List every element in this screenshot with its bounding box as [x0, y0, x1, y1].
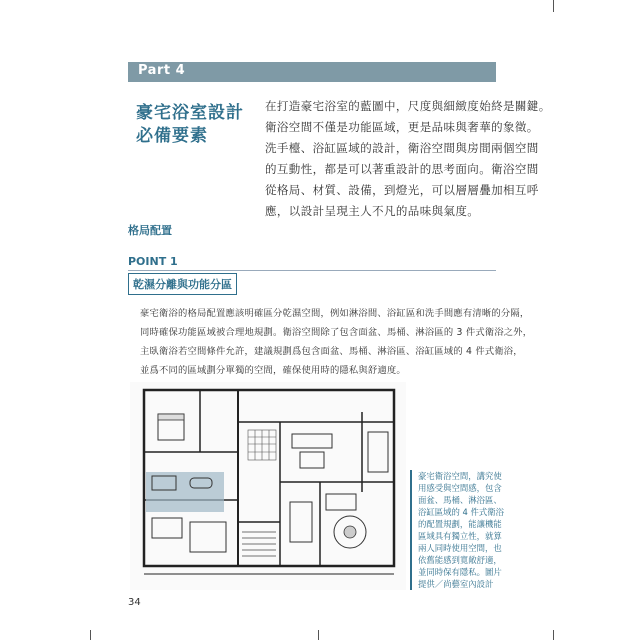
- caption-line: 依舊能感到寬敞舒適，: [418, 555, 502, 565]
- body-line: 主臥衛浴若空間條件允許，建議規劃爲包含面盆、馬桶、淋浴區、浴缸區域的 4 件式衛浴，: [140, 346, 523, 357]
- part-label: Part 4: [138, 63, 186, 78]
- intro-line: 洗手檯、浴缸區域的設計，衛浴空間與房間兩個空間: [265, 141, 539, 155]
- caption-line: 面盆、馬桶、淋浴區、: [418, 495, 502, 505]
- caption-line: 的配置規劃，能讓機能: [418, 519, 502, 529]
- caption-line: 豪宅衛浴空間，講究使: [418, 471, 502, 481]
- intro-line: 在打造豪宅浴室的藍圖中，尺度與細緻度始終是關鍵。: [265, 99, 551, 113]
- point-label: POINT 1: [128, 255, 178, 268]
- body-line: 同時確保功能區域被合理地規劃。衛浴空間除了包含面盆、馬桶、淋浴區的 3 件式衛浴之外，: [140, 327, 533, 338]
- intro-line: 的互動性，都是可以著重設計的思考面向。衛浴空間: [265, 162, 539, 176]
- section-heading: 格局配置: [128, 224, 172, 237]
- caption-line: 並同時保有隱私。圖片: [418, 567, 502, 577]
- caption-line: 區域具有獨立性，就算: [418, 531, 502, 541]
- part-header-bar: [128, 62, 496, 82]
- page-number: 34: [128, 597, 141, 608]
- body-line: 豪宅衛浴的格局配置應該明確區分乾濕空間，例如淋浴間、浴缸區和洗手間應有清晰的分隔，: [140, 308, 530, 319]
- caption-line: 浴缸區域的 4 件式衛浴: [418, 507, 505, 517]
- intro-line: 應，以設計呈現主人不凡的品味與氣度。: [265, 204, 480, 218]
- caption-line: 兩人同時使用空間，也: [418, 543, 502, 553]
- crop-mark: [553, 0, 554, 12]
- floor-plan-image: [130, 382, 406, 590]
- body-line: 並爲不同的區域劃分單獨的空間，確保使用時的隱私與舒適度。: [140, 365, 406, 376]
- page-title-line-2: 必備要素: [136, 126, 208, 146]
- caption-line: 提供／尚藝室內設計: [418, 579, 494, 589]
- crop-mark: [553, 630, 554, 640]
- crop-mark: [318, 630, 319, 640]
- intro-line: 從格局、材質、設備，到燈光，可以層層疊加相互呼: [265, 183, 539, 197]
- intro-line: 衛浴空間不僅是功能區域，更是品味與奢華的象徵。: [265, 120, 539, 134]
- point-title: 乾濕分離與功能分區: [128, 273, 237, 295]
- photo-caption: [410, 470, 505, 590]
- point-divider: [128, 270, 496, 271]
- page-title-line-1: 豪宅浴室設計: [136, 103, 244, 123]
- caption-line: 用感受與空間感，包含: [418, 483, 502, 493]
- crop-mark: [90, 630, 91, 640]
